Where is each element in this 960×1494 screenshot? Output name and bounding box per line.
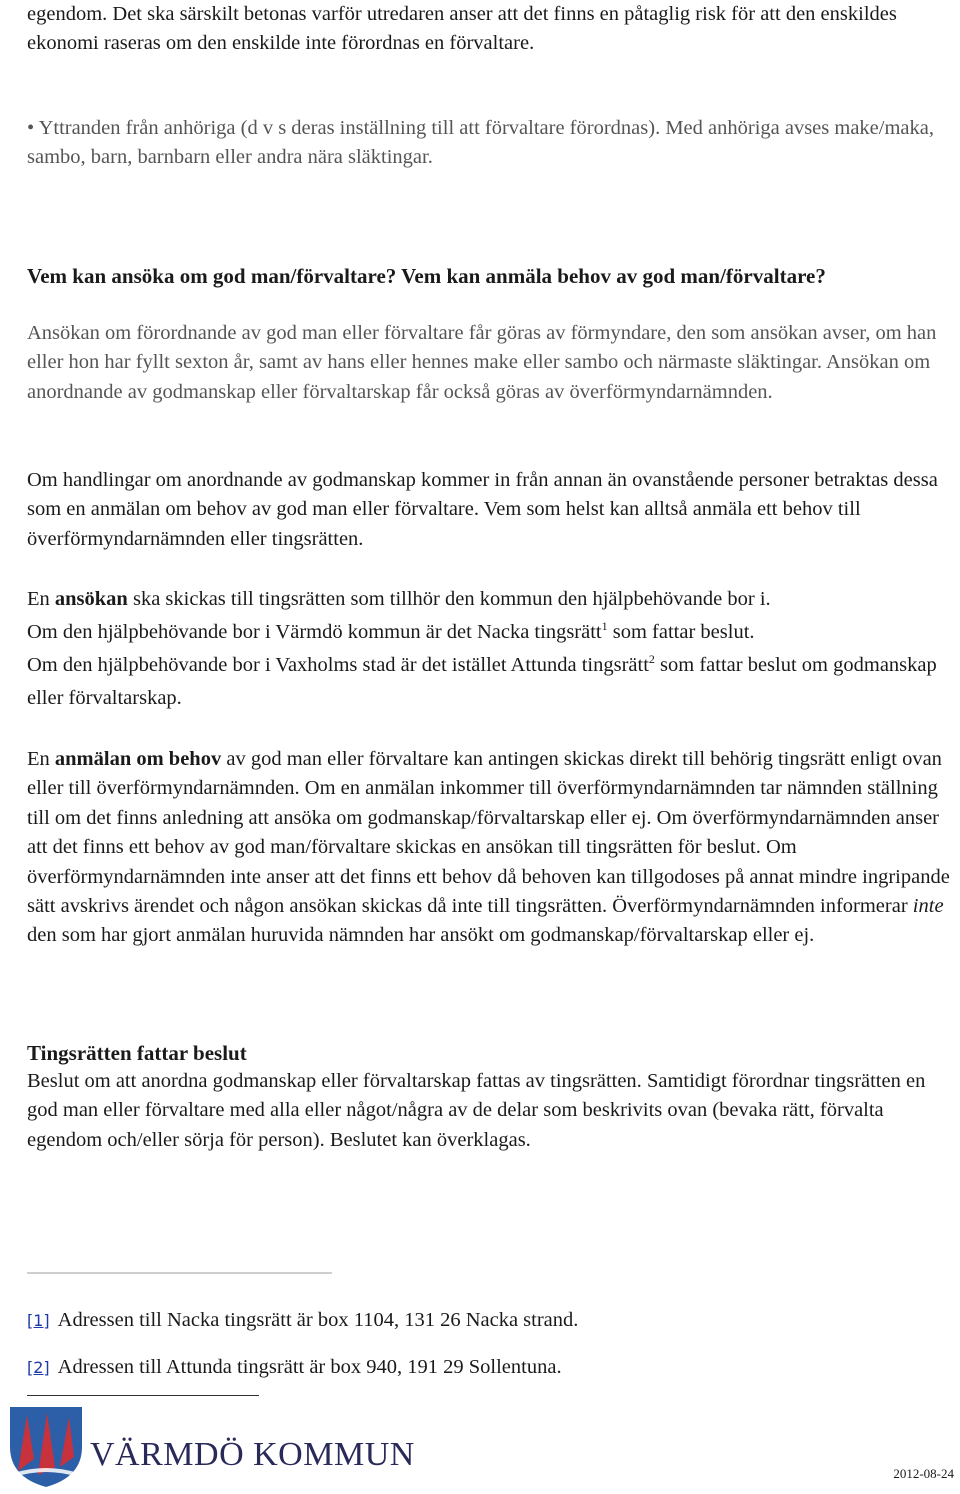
ansokan-nacka: Om den hjälpbehövande bor i Värmdö kommun är det Nacka tingsrätt (27, 621, 602, 643)
intro-paragraph (27, 0, 957, 59)
footnote-link-1[interactable]: [1] (27, 1311, 50, 1330)
anmalan-end: den som har gjort anmälan huruvida nämnden har ansökt om godmanskap/förvaltarskap eller ej. (27, 924, 815, 947)
documents-text-a: Om handlingar om anordnande av godmanskap kommer in från annan än ovanstående personer betraktas dessa som en anmälan om behov av god man eller förvaltare. (27, 469, 938, 521)
footnote-text-2: Adressen till Attunda tingsrätt är box 940, 191 29 Sollentuna. (57, 1356, 562, 1378)
ansokan-nacka-end: som fattar beslut. (607, 621, 755, 643)
varmdo-logo (8, 1405, 438, 1489)
ansokan-vaxholm: Om den hjälpbehövande bor i Vaxholms stad är det istället Attunda tingsrätt (27, 654, 649, 676)
application-text-b: Ansökan om anordnande av godmanskap eller förvaltarskap får också göras av överförmyndarnämnden. (27, 351, 931, 403)
paragraph-application (27, 319, 957, 407)
anmalan-post: av god man eller förvaltare kan antingen skickas direkt till behörig tingsrätt enligt ovan eller till överförmyndarnämnden. (27, 748, 942, 800)
logo-separator (27, 1395, 259, 1396)
intro-text: egendom. Det ska särskilt betonas varför utredaren anser att det finns en påtaglig risk för att den enskildes ekonomi raseras om den enskilde inte förordnas en förvaltare. (27, 3, 897, 55)
anmalan-italic: inte (912, 895, 944, 918)
footnote-2 (27, 1353, 562, 1382)
decision-text-a: Beslut om att anordna godmanskap eller förvaltarskap fattas av tingsrätten. (27, 1070, 642, 1092)
bullet-symbol: • (27, 117, 35, 139)
footnote-marker-1: 1 (601, 619, 608, 634)
bullet-item (27, 114, 957, 173)
footnote-text-1: Adressen till Nacka tingsrätt är box 1104, 131 26 Nacka strand. (57, 1309, 579, 1331)
document-date: 2012-08-24 (893, 1466, 954, 1481)
paragraph-ansokan (27, 583, 957, 715)
application-text-a: Ansökan om förordnande av god man eller förvaltare får göras av förmyndare, den som ansökan avser, om han eller hon har fyllt sexton år, samt av hans eller hennes make eller sambo och närmaste släktingar. (27, 322, 937, 374)
decision-text-b: Samtidigt förordnar tingsrätten en god man eller förvaltare med alla eller något/några av de delar som beskrivits ovan (bevaka rätt, förvalta egendom och/eller sörja för person). (27, 1070, 926, 1151)
decision-text-c: Beslutet kan överklagas. (329, 1128, 531, 1151)
bullet-text: Yttranden från anhöriga (d v s deras inställning till att förvaltare förordnas). Med anhöriga avses make/maka, sambo, barn, barnbarn eller andra nära släktingar. (27, 117, 934, 169)
paragraph-decision (27, 1067, 957, 1155)
heading-court-decides: Tingsrätten fattar beslut (27, 1041, 247, 1065)
anmalan-pre: En (27, 748, 55, 770)
ansokan-post: ska skickas till tingsrätten som tillhör den kommun den hjälpbehövande bor i. (127, 588, 771, 610)
anmalan-rest: Om en anmälan inkommer till överförmyndarnämnden tar nämnden ställning till om det finns anledning att ansöka om godmanskap/förvaltarskap eller ej. Om överförmyndarnämnden anser att det finns ett behov av god man/förvaltare skickas en ansökan till tingsrätten för beslut. Om överförmyndarnämnden inte anser att det finns ett behov då behoven kan tillgodoses på annat mindre ingripande sätt avskrivs ärendet och någon ansökan skickas då inte till tingsrätten. Överförmyndarnämnden informerar (27, 777, 950, 918)
paragraph-documents (27, 466, 957, 554)
varmdo-coat-of-arms-icon (8, 1405, 438, 1489)
logo-text: VÄRMDÖ KOMMUN (90, 1436, 415, 1473)
ansokan-vaxholm-end: som fattar beslut om godmanskap eller förvaltarskap. (27, 654, 937, 709)
ansokan-pre: En (27, 588, 55, 610)
heading-who-can-apply: Vem kan ansöka om god man/förvaltare? Vem kan anmäla behov av god man/förvaltare? (27, 264, 826, 288)
footnote-marker-2: 2 (648, 652, 655, 667)
footnote-link-2[interactable]: [2] (27, 1358, 50, 1377)
paragraph-anmalan (27, 745, 957, 951)
footnote-1 (27, 1306, 578, 1335)
footnote-separator (27, 1272, 332, 1274)
documents-text-b: Vem som helst kan alltså anmäla ett behov till överförmyndarnämnden eller tingsrätten. (27, 498, 861, 550)
ansokan-bold: ansökan (54, 588, 128, 610)
anmalan-bold: anmälan om behov (54, 748, 222, 770)
